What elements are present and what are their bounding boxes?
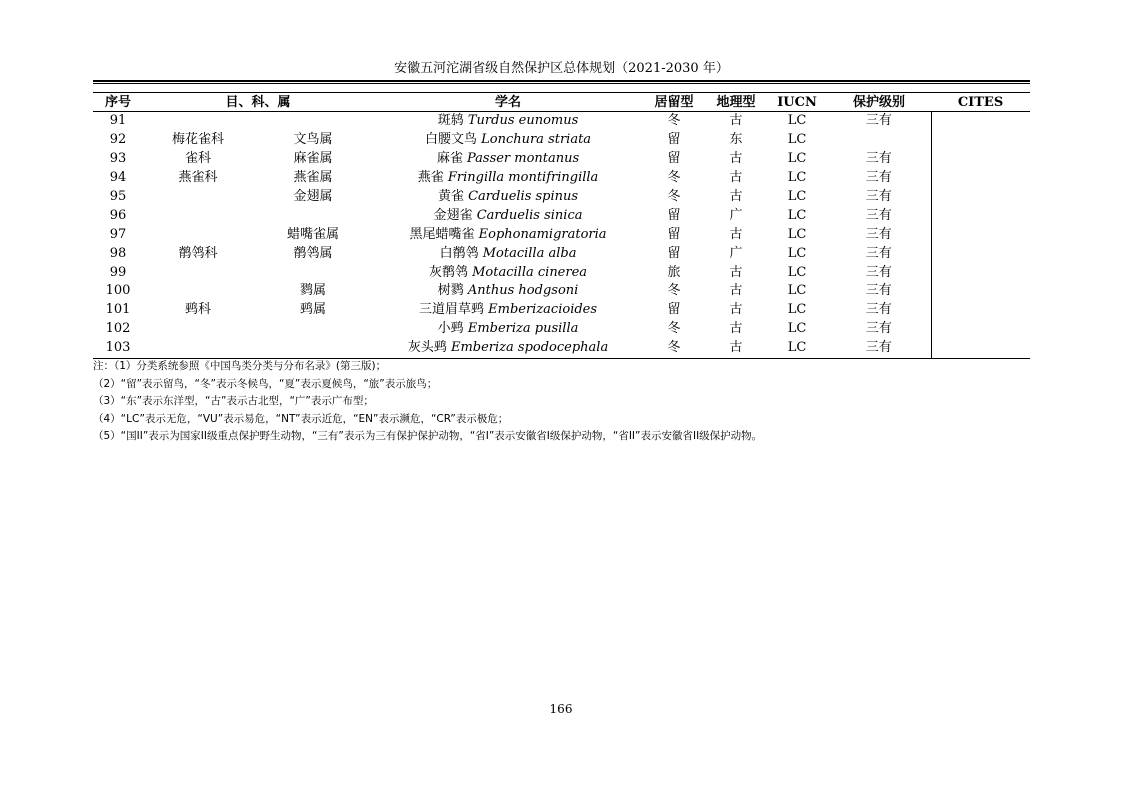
cell-family: 雀科 [184, 151, 211, 167]
latin-name: Motacilla alba [482, 245, 577, 261]
cell-iucn: LC [787, 226, 807, 242]
cell-protection: 三有 [827, 206, 931, 225]
cell-zoogeography: 广 [729, 207, 743, 223]
cell-cites [931, 131, 1030, 150]
cell-scientific-name [373, 150, 643, 169]
cell-iucn: LC [787, 132, 807, 148]
chinese-name: 黑尾蜡嘴雀 [409, 226, 475, 242]
cell-index: 97 [109, 226, 127, 242]
cell-iucn: LC [787, 283, 807, 299]
cell-zoogeography: 广 [729, 245, 743, 261]
cell-cites [931, 282, 1030, 301]
cell-protection: 三有 [827, 169, 931, 188]
cell-index: 99 [109, 264, 127, 280]
table-header-row [93, 93, 1030, 112]
header-cites: CITES [931, 93, 1030, 112]
page-header: 安徽五河沱湖省级自然保护区总体规划（2021-2030 年） [394, 61, 729, 76]
cell-index: 94 [109, 170, 127, 186]
cell-iucn: LC [787, 264, 807, 280]
header-iucn: IUCN [767, 93, 827, 112]
cell-genus: 鹡鸰属 [293, 245, 333, 261]
table-row [93, 206, 1030, 225]
cell-genus: 金翅属 [293, 189, 333, 204]
cell-iucn: LC [787, 321, 807, 337]
cell-residency: 留 [667, 226, 681, 242]
table-row [93, 150, 1030, 169]
cell-protection: 三有 [827, 188, 931, 207]
cell-protection: 三有 [827, 339, 931, 358]
cell-residency: 留 [667, 151, 681, 167]
cell-scientific-name [373, 112, 643, 131]
header-index: 序号 [93, 93, 143, 112]
cell-residency: 留 [667, 245, 681, 261]
table-row [93, 301, 1030, 320]
header-zoogeography: 地理型 [705, 93, 767, 112]
cell-family: 鹀科 [184, 302, 211, 318]
cell-protection: 三有 [827, 301, 931, 320]
table-row [93, 282, 1030, 301]
cell-genus: 文鸟属 [293, 132, 333, 148]
cell-protection: 三有 [827, 225, 931, 244]
cell-family [143, 263, 253, 282]
chinese-name: 灰鹡鸰 [428, 264, 468, 280]
cell-zoogeography: 古 [729, 113, 743, 129]
cell-iucn: LC [787, 189, 807, 204]
latin-name: Carduelis spinus [468, 189, 579, 204]
cell-residency: 留 [667, 132, 681, 148]
latin-name: Emberiza spodocephala [450, 340, 609, 356]
page-number: 166 [549, 702, 573, 716]
cell-index: 102 [105, 321, 131, 337]
latin-name: Emberiza pusilla [467, 321, 579, 337]
cell-residency: 旅 [667, 264, 681, 280]
cell-genus [253, 112, 373, 131]
cell-residency: 留 [667, 302, 681, 318]
cell-iucn: LC [787, 113, 807, 129]
cell-cites [931, 150, 1030, 169]
table-row [93, 188, 1030, 207]
cell-cites [931, 225, 1030, 244]
latin-name: Fringilla montifringilla [447, 170, 599, 186]
cell-family [143, 225, 253, 244]
cell-iucn: LC [787, 245, 807, 261]
chinese-name: 黄雀 [437, 189, 464, 204]
cell-index: 91 [109, 113, 127, 129]
cell-scientific-name [373, 301, 643, 320]
cell-cites [931, 301, 1030, 320]
chinese-name: 三道眉草鹀 [418, 302, 484, 318]
table-row [93, 339, 1030, 358]
cell-residency: 冬 [667, 113, 681, 129]
cell-scientific-name [373, 244, 643, 263]
cell-scientific-name [373, 169, 643, 188]
cell-cites [931, 112, 1030, 131]
cell-genus [253, 320, 373, 339]
note-line: （2）“留”表示留鸟，“冬”表示冬候鸟，“夏”表示夏候鸟，“旅”表示旅鸟； [93, 377, 438, 390]
cell-residency: 冬 [667, 189, 681, 204]
cell-zoogeography: 古 [729, 283, 743, 299]
latin-name: Lonchura striata [481, 132, 592, 148]
cell-residency: 冬 [667, 170, 681, 186]
chinese-name: 灰头鹀 [407, 340, 447, 356]
cell-family: 燕雀科 [178, 170, 218, 186]
cell-index: 103 [93, 339, 143, 358]
latin-name: Motacilla cinerea [472, 264, 588, 280]
cell-zoogeography: 古 [729, 170, 743, 186]
cell-cites [931, 320, 1030, 339]
table-notes [93, 358, 1030, 446]
chinese-name: 白鹡鸰 [439, 245, 479, 261]
cell-scientific-name [373, 339, 643, 358]
cell-protection: 三有 [827, 263, 931, 282]
cell-family [143, 112, 253, 131]
cell-protection [827, 131, 931, 150]
cell-scientific-name [373, 282, 643, 301]
cell-genus [253, 263, 373, 282]
cell-zoogeography: 古 [729, 151, 743, 167]
cell-scientific-name [373, 188, 643, 207]
cell-zoogeography: 古 [729, 302, 743, 318]
cell-genus [253, 206, 373, 225]
cell-residency: 冬 [643, 339, 705, 358]
cell-zoogeography: 古 [729, 189, 743, 204]
cell-scientific-name [373, 131, 643, 150]
cell-genus: 麻雀属 [293, 151, 333, 167]
cell-genus: 鹀属 [300, 302, 327, 318]
cell-family: 鹡鸰科 [178, 245, 218, 261]
cell-index: 93 [109, 151, 127, 167]
latin-name: Turdus eunomus [467, 113, 579, 129]
table-row [93, 320, 1030, 339]
cell-residency: 冬 [667, 321, 681, 337]
cell-index: 98 [109, 245, 127, 261]
cell-zoogeography: 古 [729, 226, 743, 242]
note-line: （3）“东”表示东洋型，“古”表示古北型，“广”表示广布型； [93, 395, 374, 407]
cell-family [143, 339, 253, 358]
cell-genus [253, 339, 373, 358]
cell-index: 96 [109, 207, 127, 223]
note-line: 注：（1）分类系统参照《中国鸟类分类与分布名录》(第三版)； [93, 360, 387, 372]
cell-cites [931, 169, 1030, 188]
cell-zoogeography: 古 [729, 264, 743, 280]
cell-zoogeography: 古 [705, 339, 767, 358]
cell-residency: 冬 [667, 283, 681, 299]
latin-name: Emberizacioides [488, 302, 598, 318]
cell-family: 梅花雀科 [171, 132, 224, 148]
cell-index: 100 [105, 283, 131, 299]
cell-scientific-name [373, 263, 643, 282]
cell-protection: 三有 [827, 282, 931, 301]
cell-protection: 三有 [827, 112, 931, 131]
table-row [93, 131, 1030, 150]
table-row [93, 112, 1030, 131]
header-residency: 居留型 [643, 93, 705, 112]
cell-iucn: LC [787, 302, 807, 318]
cell-cites [931, 263, 1030, 282]
table-row [93, 225, 1030, 244]
cell-genus: 蜡嘴雀属 [287, 226, 340, 242]
cell-protection: 三有 [827, 150, 931, 169]
cell-scientific-name [373, 320, 643, 339]
header-taxonomy: 目、科、属 [143, 93, 373, 112]
header-protection: 保护级别 [827, 93, 931, 112]
cell-family [143, 206, 253, 225]
cell-cites [931, 188, 1030, 207]
cell-zoogeography: 古 [729, 321, 743, 337]
cell-family [143, 188, 253, 207]
cell-residency: 留 [667, 207, 681, 223]
latin-name: Anthus hodgsoni [467, 283, 579, 299]
chinese-name: 麻雀 [436, 151, 463, 167]
cell-family [143, 282, 253, 301]
table-row [93, 169, 1030, 188]
latin-name: Carduelis sinica [476, 207, 583, 223]
header-rule-thin [93, 83, 1030, 84]
note-line: （5）“国II”表示为国家II级重点保护野生动物，“三有”表示为三有保护保护动物，“省I”表示安徽省I级保护动物，“省II”表示安徽省II级保护动物。 [93, 430, 763, 442]
cell-index: 101 [105, 302, 131, 318]
cell-cites [931, 206, 1030, 225]
chinese-name: 金翅雀 [433, 207, 473, 223]
cell-iucn: LC [787, 151, 807, 167]
cell-index: 95 [109, 189, 127, 204]
chinese-name: 斑鸫 [437, 113, 464, 129]
cell-index: 92 [109, 132, 127, 148]
chinese-name: 树鹨 [437, 283, 464, 299]
cell-iucn: LC [787, 207, 807, 223]
cell-protection: 三有 [827, 320, 931, 339]
cell-genus: 燕雀属 [293, 170, 333, 186]
chinese-name: 燕雀 [417, 170, 444, 186]
latin-name: Passer montanus [466, 151, 580, 167]
cell-scientific-name [373, 206, 643, 225]
chinese-name: 白腰文鸟 [424, 132, 477, 148]
header-scientific-name: 学名 [373, 93, 643, 112]
table-row [93, 244, 1030, 263]
cell-cites [931, 244, 1030, 263]
header-rule [93, 80, 1030, 82]
cell-protection: 三有 [827, 244, 931, 263]
cell-cites [931, 339, 1030, 358]
cell-family [143, 320, 253, 339]
cell-zoogeography: 东 [729, 132, 743, 148]
species-table [93, 92, 1030, 359]
table-row [93, 263, 1030, 282]
cell-iucn: LC [787, 170, 807, 186]
cell-scientific-name [373, 225, 643, 244]
cell-genus: 鹨属 [300, 283, 327, 299]
table-body [93, 112, 1030, 359]
cell-iucn: LC [767, 339, 827, 358]
latin-name: Eophonamigratoria [478, 226, 607, 242]
chinese-name: 小鹀 [437, 321, 464, 337]
note-line: （4）“LC”表示无危，“VU”表示易危，“NT”表示近危，“EN”表示濒危，“CR”表示极危； [93, 412, 509, 425]
